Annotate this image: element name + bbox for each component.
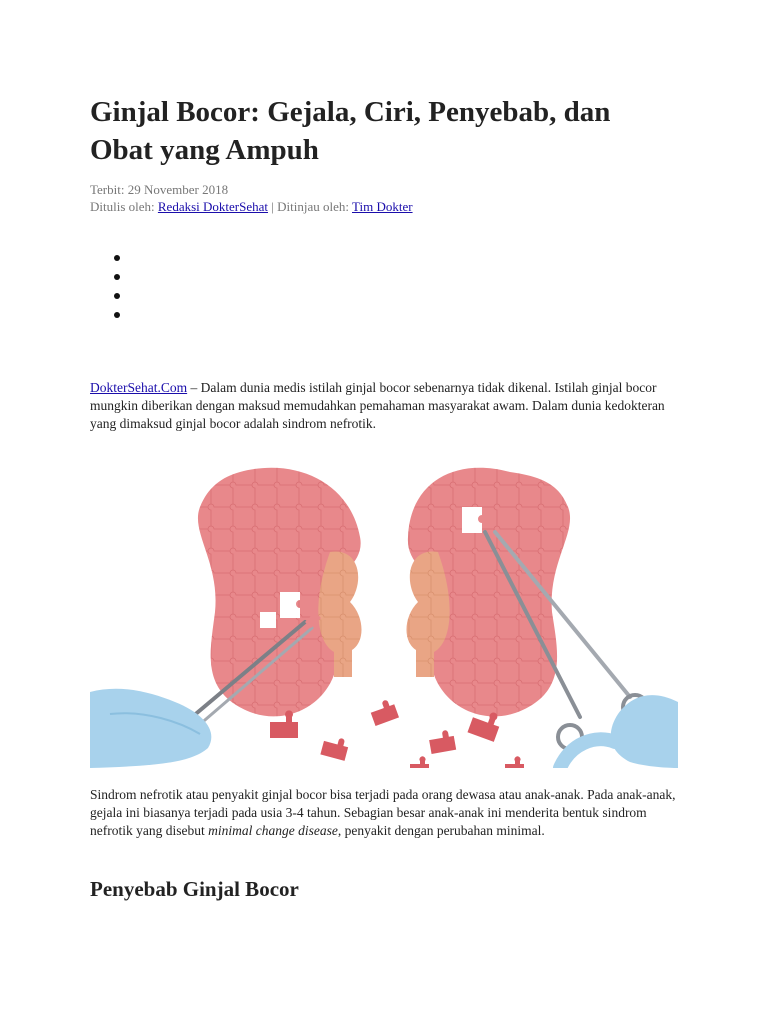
bullet-icon [114,274,120,280]
byline [90,198,413,215]
bullet-icon [114,312,120,318]
reviewer-link[interactable]: Tim Dokter [352,199,413,214]
written-label: Ditulis oleh: [90,199,155,214]
publish-line [90,181,413,198]
published-date: 29 November 2018 [127,182,229,197]
byline-separator: | [271,199,274,214]
body-text-before: Sindrom nefrotik atau penyakit ginjal bocor bisa terjadi pada orang dewasa atau anak-anak. Pada anak-anak, gejala ini biasanya terjadi pada usia 3-4 tahun. Sebagian besar anak-anak ini menderita bentuk sindrom nefrotik yang disebut [90,787,676,838]
site-link[interactable]: DokterSehat.Com [90,380,188,395]
bullet-icon [114,255,120,261]
intro-paragraph [90,379,680,433]
published-label: Terbit: [90,182,125,197]
author-link[interactable]: Redaksi DokterSehat [157,199,269,214]
kidney-puzzle-illustration-icon [90,452,678,768]
article-meta [90,181,413,215]
reviewed-label: Ditinjau oleh: [277,199,349,214]
body-emphasis: minimal change disease [208,823,338,838]
bullet-icon [114,293,120,299]
section-heading: Penyebab Ginjal Bocor [90,877,299,901]
body-paragraph [90,786,680,840]
article-title: Ginjal Bocor: Gejala, Ciri, Penyebab, dan Obat yang Ampuh [90,96,611,166]
body-text-after: , penyakit dengan perubahan minimal. [337,823,545,838]
kidney-puzzle-image [90,452,678,768]
left-kidney [198,468,362,717]
intro-text: – Dalam dunia medis istilah ginjal bocor sebenarnya tidak dikenal. Istilah ginjal bocor mungkin diberikan dengan maksud memudahkan pemahaman masyarakat awam. Dalam dunia kedokteran yang dimaksud ginjal bocor adalah sindrom nefrotik. [90,380,665,431]
